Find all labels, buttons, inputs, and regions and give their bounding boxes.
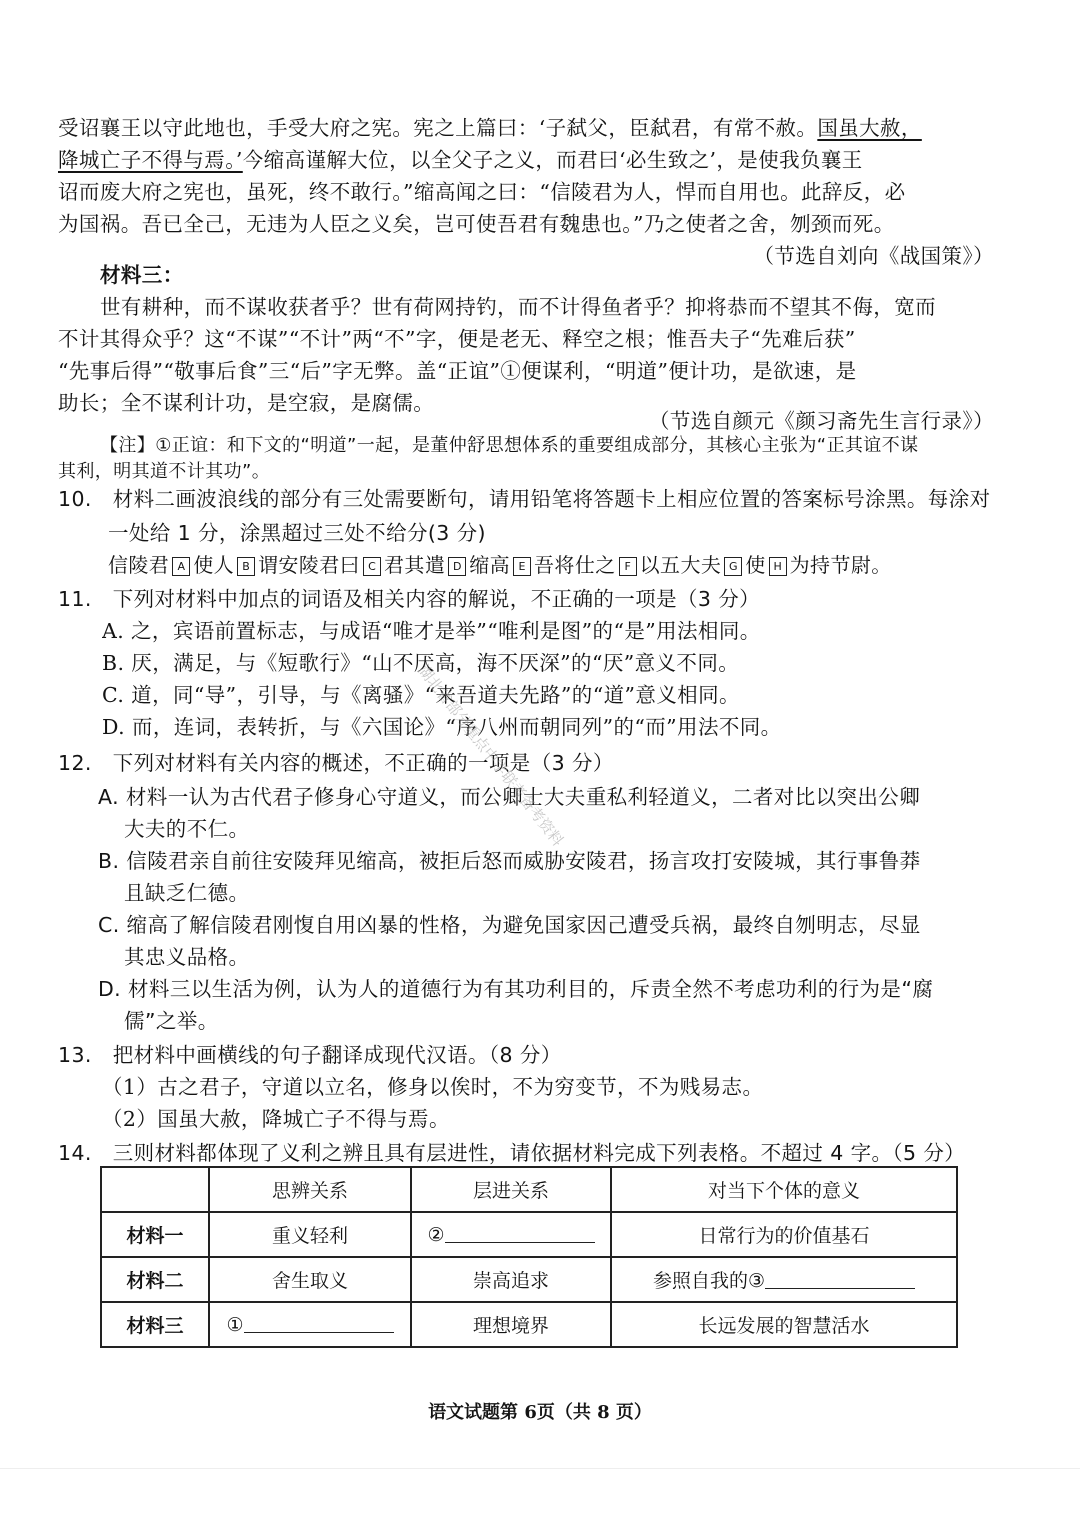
meaning-cell: 长远发展的智慧活水 [611,1302,957,1347]
watermark-text: 湖北省部分重点中学联考备考资料 [414,661,567,850]
underlined-sentence: 降城亡子不得与焉。’ [58,148,243,172]
table-header-cell: 层进关系 [411,1167,611,1212]
question-14-stem: 14. 三则材料都体现了义利之辨且具有层进性，请依据材料完成下列表格。不超过 4 字。（5 分） [58,1141,966,1165]
break-mark-a[interactable]: A [172,557,190,576]
relation-cell: 重义轻利 [209,1212,411,1257]
break-mark-f[interactable]: F [619,557,637,576]
answer-table [100,1166,958,1348]
translation-sentence-2: （2）国虽大赦，降城亡子不得与焉。 [102,1107,450,1131]
passage-line: 降城亡子不得与焉。’今缩高谨解大位，以全父子之义，而君曰‘必生致之’，是使我负襄王 [58,148,863,172]
break-mark-g[interactable]: G [724,557,742,576]
passage-line: 为国祸。吾已全己，无违为人臣之义矣，岂可使吾君有魏患也。”乃之使者之舍，刎颈而死。 [58,212,895,236]
option-a[interactable]: A. 材料一认为古代君子修身心守道义，而公卿士大夫重私利轻道义，二者对比以突出公卿 [98,785,921,809]
answer-blank-1[interactable]: ① [209,1302,411,1347]
progression-cell: 崇高追求 [411,1257,611,1302]
break-mark-c[interactable]: C [363,557,381,576]
material-line: 助长；全不谋利计功，是空寂，是腐儒。 [58,391,435,415]
passage-line: 受诏襄王以守此地也，手受大府之宪。宪之上篇曰：‘子弑父，臣弑君，有常不赦。国虽大赦， [58,116,922,140]
material-line: “先事后得”“敬事后食”三“后”字无弊。盖“正谊”①便谋利，“明道”便计功，是欲速，是 [58,359,857,383]
material-source: （节选自颜元《颜习斋先生言行录》） [648,409,994,433]
row-label: 材料三 [101,1302,209,1347]
table-header-cell: 对当下个体的意义 [611,1167,957,1212]
question-11-stem: 11. 下列对材料中加点的词语及相关内容的解说，不正确的一项是（3 分） [58,587,761,611]
underlined-sentence: 国虽大赦， [817,116,922,140]
material-line: 不计其得众乎？这“不谋”“不计”两“不”字，便是老无、释空之根；惟吾夫子“先难后获” [58,327,856,351]
option-c-cont: 其忠义品格。 [124,945,250,969]
option-d[interactable]: D. 而，连词，表转折，与《六国论》“序八州而朝同列”的“而”用法不同。 [102,715,782,739]
row-label: 材料二 [101,1257,209,1302]
option-d-cont: 儒”之举。 [124,1009,219,1033]
row-label: 材料一 [101,1212,209,1257]
table-row [101,1302,957,1347]
option-b[interactable]: B. 信陵君亲自前往安陵拜见缩高，被拒后怒而威胁安陵君，扬言攻打安陵城，其行事鲁莽 [98,849,921,873]
table-row [101,1212,957,1257]
question-10-stem: 10. 材料二画波浪线的部分有三处需要断句，请用铅笔将答题卡上相应位置的答案标号涂黑。每涂对 [58,487,991,511]
page-footer: 语文试题第 6页（共 8 页） [428,1402,652,1423]
break-mark-h[interactable]: H [769,557,787,576]
table-header-cell [101,1167,209,1212]
option-a-cont: 大夫的不仁。 [124,817,250,841]
option-c[interactable]: C. 道，同“导”，引导，与《离骚》“来吾道夫先路”的“道”意义相同。 [102,683,740,707]
footer-divider [0,1468,1080,1469]
option-b-cont: 且缺乏仁德。 [124,881,250,905]
annotation-line: 【注】①正谊：和下文的“明道”一起，是董仲舒思想体系的重要组成部分，其核心主张为“正其谊不谋 [100,435,919,456]
answer-blank-2[interactable]: ② [411,1212,611,1257]
question-12-stem: 12. 下列对材料有关内容的概述，不正确的一项是（3 分） [58,751,614,775]
option-a[interactable]: A. 之，宾语前置标志，与成语“唯才是举”“唯利是图”的“是”用法相同。 [102,619,761,643]
passage-source: （节选自刘向《战国策》） [753,244,994,268]
meaning-cell: 日常行为的价值基石 [611,1212,957,1257]
answer-blank-3[interactable]: 参照自我的③ [611,1257,957,1302]
passage-line: 诏而废大府之宪也，虽死，终不敢行。”缩高闻之曰：“信陵君为人，悍而自用也。此辞反，必 [58,180,906,204]
option-b[interactable]: B. 厌，满足，与《短歌行》“山不厌高，海不厌深”的“厌”意义不同。 [102,651,740,675]
question-10-sentence: 信陵君 A 使人 B 谓安陵君曰 C 君其遣 D 缩高 E 吾将仕之 F 以五大夫 G 使 H 为持节尉。 [108,553,892,577]
option-d[interactable]: D. 材料三以生活为例，认为人的道德行为有其功利目的，斥责全然不考虑功利的行为是“腐 [98,977,934,1001]
option-c[interactable]: C. 缩高了解信陵君刚愎自用凶暴的性格，为避免国家因己遭受兵祸，最终自刎明志，尽显 [98,913,921,937]
translation-sentence-1: （1）古之君子，守道以立名，修身以俟时，不为穷变节，不为贱易志。 [102,1075,764,1099]
annotation-line: 其利，明其道不计其功”。 [58,461,271,482]
material-line: 世有耕种，而不谋收获者乎？世有荷网持钓，而不计得鱼者乎？抑将恭而不望其不侮，宽而 [100,295,936,319]
table-header-cell: 思辨关系 [209,1167,411,1212]
question-13-stem: 13. 把材料中画横线的句子翻译成现代汉语。（8 分） [58,1043,562,1067]
table-header-row [101,1167,957,1212]
break-mark-d[interactable]: D [448,557,466,576]
break-mark-e[interactable]: E [513,557,531,576]
question-10-stem-cont: 一处给 1 分，涂黑超过三处不给分(3 分) [108,521,486,545]
relation-cell: 舍生取义 [209,1257,411,1302]
progression-cell: 理想境界 [411,1302,611,1347]
break-mark-b[interactable]: B [237,557,255,576]
table-row [101,1257,957,1302]
material-heading: 材料三： [100,263,184,287]
